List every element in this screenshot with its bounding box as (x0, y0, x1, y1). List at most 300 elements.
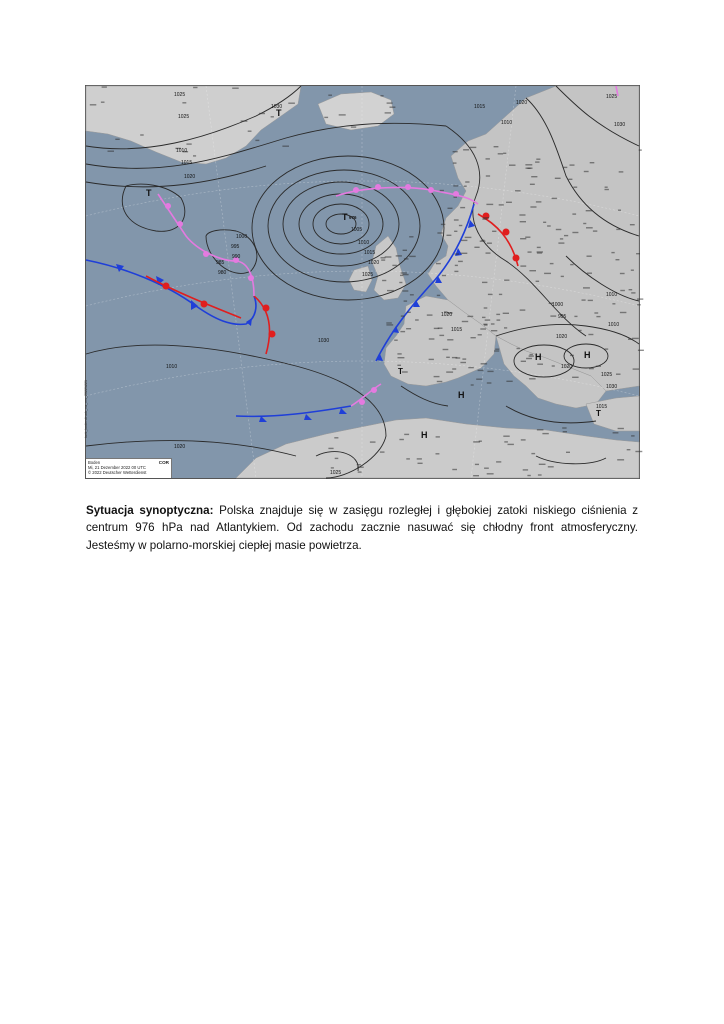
station-plot (476, 379, 482, 380)
synoptic-caption (86, 502, 638, 555)
station-plot (406, 328, 411, 329)
isobar-label: 995 (558, 314, 567, 320)
station-plot (525, 164, 532, 165)
station-plot (403, 274, 409, 275)
station-plot (467, 316, 473, 317)
isobar-label: 1025 (178, 114, 190, 120)
station-plot (519, 214, 525, 215)
station-plot (465, 181, 469, 182)
station-plot (639, 149, 642, 150)
station-plot (439, 335, 444, 336)
station-plot (530, 354, 533, 355)
station-plot (436, 453, 440, 454)
isobar-label: 1010 (606, 292, 618, 298)
station-plot (453, 185, 458, 186)
station-plot (387, 102, 393, 103)
isobar-label: 1015 (181, 160, 193, 166)
station-plot (492, 231, 496, 232)
station-plot (483, 217, 489, 218)
station-plot (612, 303, 615, 304)
station-plot (394, 340, 398, 341)
map-footer-line3: © 2022 Deutscher Wetterdienst (88, 470, 147, 476)
station-plot (460, 207, 465, 208)
station-plot (484, 307, 488, 308)
station-plot (611, 252, 614, 253)
station-plot (436, 436, 440, 437)
station-plot (605, 348, 609, 349)
station-plot (520, 309, 526, 310)
station-plot (436, 263, 441, 264)
station-plot (386, 324, 393, 325)
station-plot (390, 107, 396, 108)
station-plot (537, 252, 542, 253)
station-plot (487, 243, 492, 244)
station-plot (418, 463, 423, 464)
station-plot (193, 87, 197, 88)
station-plot (526, 358, 532, 359)
isobar-label: 1015 (364, 250, 376, 256)
station-plot (417, 458, 422, 459)
station-plot (605, 187, 608, 188)
station-plot (454, 271, 458, 272)
station-plot (503, 153, 506, 154)
station-plot (515, 190, 521, 191)
station-plot (478, 334, 482, 335)
station-plot (583, 287, 590, 288)
station-plot (370, 441, 376, 442)
station-plot (558, 242, 564, 243)
station-plot (404, 300, 408, 301)
station-plot (491, 323, 495, 324)
station-plot (101, 102, 105, 103)
station-plot (406, 458, 410, 459)
station-plot (397, 365, 401, 366)
station-plot (616, 259, 620, 260)
station-plot (248, 131, 252, 132)
station-plot (586, 227, 593, 228)
station-plot (455, 253, 460, 254)
station-plot (434, 376, 440, 377)
station-plot (582, 299, 586, 300)
station-plot (488, 294, 493, 295)
station-plot (409, 236, 413, 237)
station-plot (627, 449, 631, 450)
station-plot (470, 147, 476, 148)
station-plot (528, 251, 532, 252)
station-plot (402, 290, 408, 291)
station-plot (232, 88, 239, 89)
station-plot (494, 350, 499, 351)
station-plot (351, 126, 356, 127)
station-plot (328, 448, 333, 449)
station-plot (504, 441, 508, 442)
map-footer-line2: Mi, 21 Dezember 2022 00 UTC (88, 465, 146, 471)
station-plot (387, 290, 394, 291)
station-plot (508, 444, 514, 445)
pressure-center-h: H (584, 350, 591, 360)
station-plot (531, 453, 535, 454)
map-canvas (86, 86, 639, 478)
station-plot (452, 469, 457, 470)
station-plot (499, 294, 502, 295)
station-plot (193, 155, 196, 156)
station-plot (479, 441, 482, 442)
station-plot (570, 164, 575, 165)
station-plot (471, 337, 476, 338)
station-plot (357, 467, 364, 468)
station-plot (630, 224, 635, 225)
station-plot (587, 273, 592, 274)
station-plot (537, 429, 544, 430)
station-plot (506, 381, 512, 382)
station-plot (550, 263, 554, 264)
station-plot (523, 469, 528, 470)
isobar-label: 1010 (166, 364, 178, 370)
station-plot (443, 349, 449, 350)
station-plot (498, 153, 503, 154)
isobar-label: 1010 (358, 240, 370, 246)
station-plot (589, 368, 594, 369)
station-plot (453, 151, 458, 152)
map-footer (86, 458, 172, 478)
isobar-label: 1025 (601, 372, 613, 378)
station-plot (506, 202, 512, 203)
station-plot (288, 103, 295, 104)
station-plot (482, 218, 487, 219)
station-plot (616, 229, 620, 230)
isobar-label: 995 (231, 244, 240, 250)
station-plot (613, 432, 619, 433)
station-plot (536, 159, 540, 160)
station-plot (385, 112, 391, 113)
station-plot (464, 186, 467, 187)
isobar-label: 990 (232, 254, 241, 260)
station-plot (255, 140, 259, 141)
station-plot (596, 316, 600, 317)
station-plot (486, 204, 493, 205)
station-plot (633, 368, 639, 369)
station-plot (570, 264, 573, 265)
station-plot (521, 439, 526, 440)
station-plot (574, 316, 577, 317)
station-plot (520, 265, 526, 266)
isobar-label: 980 (218, 270, 227, 276)
station-plot (497, 319, 501, 320)
station-plot (446, 357, 450, 358)
station-plot (636, 253, 640, 254)
station-plot (631, 435, 635, 436)
station-plot (331, 467, 334, 468)
station-plot (530, 184, 535, 185)
station-plot (441, 224, 445, 225)
station-plot (529, 270, 536, 271)
station-plot (482, 317, 486, 318)
station-plot (460, 362, 466, 363)
map-footer-line1: Boden (88, 460, 101, 465)
station-plot (392, 265, 397, 266)
station-plot (569, 179, 573, 180)
isobar-label: 1030 (271, 104, 283, 110)
station-plot (552, 365, 555, 366)
station-plot (461, 240, 467, 241)
isobar-label: 1020 (561, 364, 573, 370)
station-plot (637, 298, 643, 299)
station-plot (427, 314, 433, 315)
station-plot (474, 247, 479, 248)
station-plot (503, 436, 509, 437)
station-plot (573, 187, 577, 188)
station-plot (400, 331, 405, 332)
station-plot (620, 273, 625, 274)
station-plot (448, 208, 453, 209)
station-plot (447, 339, 453, 340)
station-plot (543, 222, 546, 223)
isobar-label: 1020 (556, 334, 568, 340)
station-plot (616, 374, 621, 375)
station-plot (381, 259, 385, 260)
station-plot (401, 315, 405, 316)
station-plot (596, 366, 601, 367)
isobar-label: 1025 (174, 92, 186, 98)
station-plot (561, 276, 564, 277)
station-plot (182, 102, 186, 103)
station-plot (564, 235, 568, 236)
station-plot (538, 474, 542, 475)
station-plot (481, 240, 484, 241)
isobar-label: 1000 (552, 302, 564, 308)
station-plot (491, 330, 497, 331)
isobar-label: 1020 (184, 174, 196, 180)
station-plot (461, 253, 468, 254)
isobar-label: 1020 (174, 444, 186, 450)
station-plot (529, 355, 534, 356)
station-plot (382, 280, 386, 281)
station-plot (475, 464, 479, 465)
station-plot (531, 176, 537, 177)
station-plot (638, 350, 644, 351)
station-plot (593, 230, 597, 231)
isobar-label: 1025 (606, 94, 618, 100)
station-plot (404, 258, 409, 259)
station-plot (140, 134, 144, 135)
isobar-label: 1010 (608, 322, 620, 328)
isobar-label: 1020 (441, 312, 453, 318)
isobar-label: 1015 (596, 404, 608, 410)
station-plot (429, 338, 435, 339)
station-plot (618, 210, 621, 211)
station-plot (588, 300, 593, 301)
isobar-label: 1020 (368, 260, 380, 266)
station-plot (339, 114, 346, 115)
station-plot (504, 280, 509, 281)
caption-label: Sytuacja synoptyczna: (86, 503, 214, 517)
station-plot (442, 275, 446, 276)
pressure-center-t: T (276, 108, 282, 118)
station-plot (403, 250, 407, 251)
isobar-label: 1030 (606, 384, 618, 390)
station-plot (536, 201, 542, 202)
station-plot (463, 149, 469, 150)
station-plot (499, 204, 504, 205)
station-plot (407, 312, 411, 313)
station-plot (480, 328, 486, 329)
station-plot (404, 434, 409, 435)
station-plot (259, 113, 265, 114)
station-plot (486, 175, 490, 176)
isobar-label: 1015 (451, 327, 463, 333)
station-plot (605, 189, 609, 190)
pressure-center-h: H (458, 390, 465, 400)
station-plot (478, 370, 484, 371)
pressure-center-t: T (398, 367, 403, 376)
station-plot (459, 225, 462, 226)
station-plot (328, 95, 332, 96)
station-plot (468, 367, 474, 368)
station-plot (548, 466, 554, 467)
station-plot (572, 232, 578, 233)
station-plot (487, 382, 492, 383)
station-plot (437, 295, 440, 296)
map-side-label: bwk_bodendruck_na_ms_20221221 (84, 380, 88, 438)
station-plot (520, 238, 526, 239)
station-plot (484, 468, 489, 469)
station-plot (572, 377, 579, 378)
station-plot (186, 143, 191, 144)
caption-text: Polska znajduje się w zasięgu rozległej i głębokiej zatoki niskiego ciśnienia z centrum 976 hPa nad Atlantykiem. Od zachodu zacznie nasuwać się chłodny front atmosferyczny. Jesteśmy w polarno-morskiej ciepłej masie powietrza. (86, 503, 638, 552)
station-plot (539, 464, 546, 465)
pressure-center-t: T (596, 409, 601, 418)
station-plot (547, 225, 551, 226)
isobar-label: 1010 (501, 120, 513, 126)
station-plot (494, 146, 499, 147)
station-plot (555, 178, 561, 179)
station-plot (90, 104, 97, 105)
station-plot (415, 319, 419, 320)
station-plot (486, 158, 490, 159)
station-plot (620, 312, 627, 313)
station-plot (495, 349, 499, 350)
station-plot (496, 461, 501, 462)
isobar-label: 1005 (351, 227, 363, 233)
isobar-label: 1030 (318, 338, 330, 344)
station-plot (517, 348, 520, 349)
station-plot (520, 221, 526, 222)
station-plot (398, 357, 405, 358)
station-plot (446, 371, 453, 372)
station-plot (358, 471, 362, 472)
station-plot (550, 315, 556, 316)
pressure-center-t: T (342, 212, 348, 222)
station-plot (521, 361, 526, 362)
station-plot (563, 431, 567, 432)
isobar-label: 1025 (330, 470, 342, 476)
pressure-center-value: 976 (349, 215, 357, 220)
station-plot (357, 464, 361, 465)
station-plot (454, 231, 457, 232)
station-plot (588, 334, 593, 335)
station-plot (401, 272, 407, 273)
pressure-center-h: H (535, 352, 542, 362)
station-plot (566, 452, 570, 453)
station-plot (496, 314, 500, 315)
station-plot (583, 223, 586, 224)
station-plot (525, 237, 530, 238)
station-plot (563, 167, 568, 168)
station-plot (458, 261, 463, 262)
station-plot (542, 433, 548, 434)
station-plot (619, 171, 624, 172)
station-plot (385, 256, 392, 257)
station-plot (556, 229, 562, 230)
station-plot (334, 437, 338, 438)
station-plot (386, 322, 392, 323)
station-plot (631, 270, 634, 271)
station-plot (400, 275, 403, 276)
station-plot (462, 321, 468, 322)
station-plot (437, 232, 442, 233)
station-plot (454, 219, 459, 220)
station-plot (462, 358, 466, 359)
station-plot (487, 371, 493, 372)
station-plot (586, 210, 593, 211)
station-plot (396, 255, 402, 256)
station-plot (429, 359, 434, 360)
isobar-label: 1025 (362, 272, 374, 278)
station-plot (399, 282, 402, 283)
station-plot (537, 364, 543, 365)
station-plot (632, 338, 639, 339)
station-plot (535, 161, 539, 162)
station-plot (570, 355, 574, 356)
station-plot (620, 290, 625, 291)
station-plot (410, 294, 414, 295)
station-plot (544, 273, 551, 274)
station-plot (486, 252, 491, 253)
station-plot (282, 146, 289, 147)
station-plot (485, 319, 491, 320)
station-plot (455, 265, 458, 266)
station-plot (440, 190, 444, 191)
station-plot (552, 198, 557, 199)
station-plot (380, 451, 385, 452)
station-plot (271, 116, 274, 117)
station-plot (628, 339, 633, 340)
station-plot (537, 247, 541, 248)
station-plot (504, 327, 507, 328)
station-plot (527, 475, 530, 476)
station-plot (587, 256, 592, 257)
station-plot (562, 427, 566, 428)
pressure-center-t: T (146, 188, 152, 198)
station-plot (631, 292, 635, 293)
station-plot (503, 313, 509, 314)
isobar-label: 1020 (516, 100, 528, 106)
station-plot (452, 368, 456, 369)
station-plot (437, 381, 443, 382)
station-plot (617, 459, 624, 460)
station-plot (335, 458, 339, 459)
isobar-label: 1030 (614, 122, 626, 128)
isobar-label: 1000 (236, 234, 248, 240)
pressure-center-h: H (421, 430, 428, 440)
station-plot (560, 238, 563, 239)
station-plot (487, 473, 494, 474)
station-plot (399, 439, 404, 440)
station-plot (529, 378, 536, 379)
station-plot (526, 168, 533, 169)
station-plot (454, 197, 458, 198)
isobar-label: 985 (216, 260, 225, 266)
